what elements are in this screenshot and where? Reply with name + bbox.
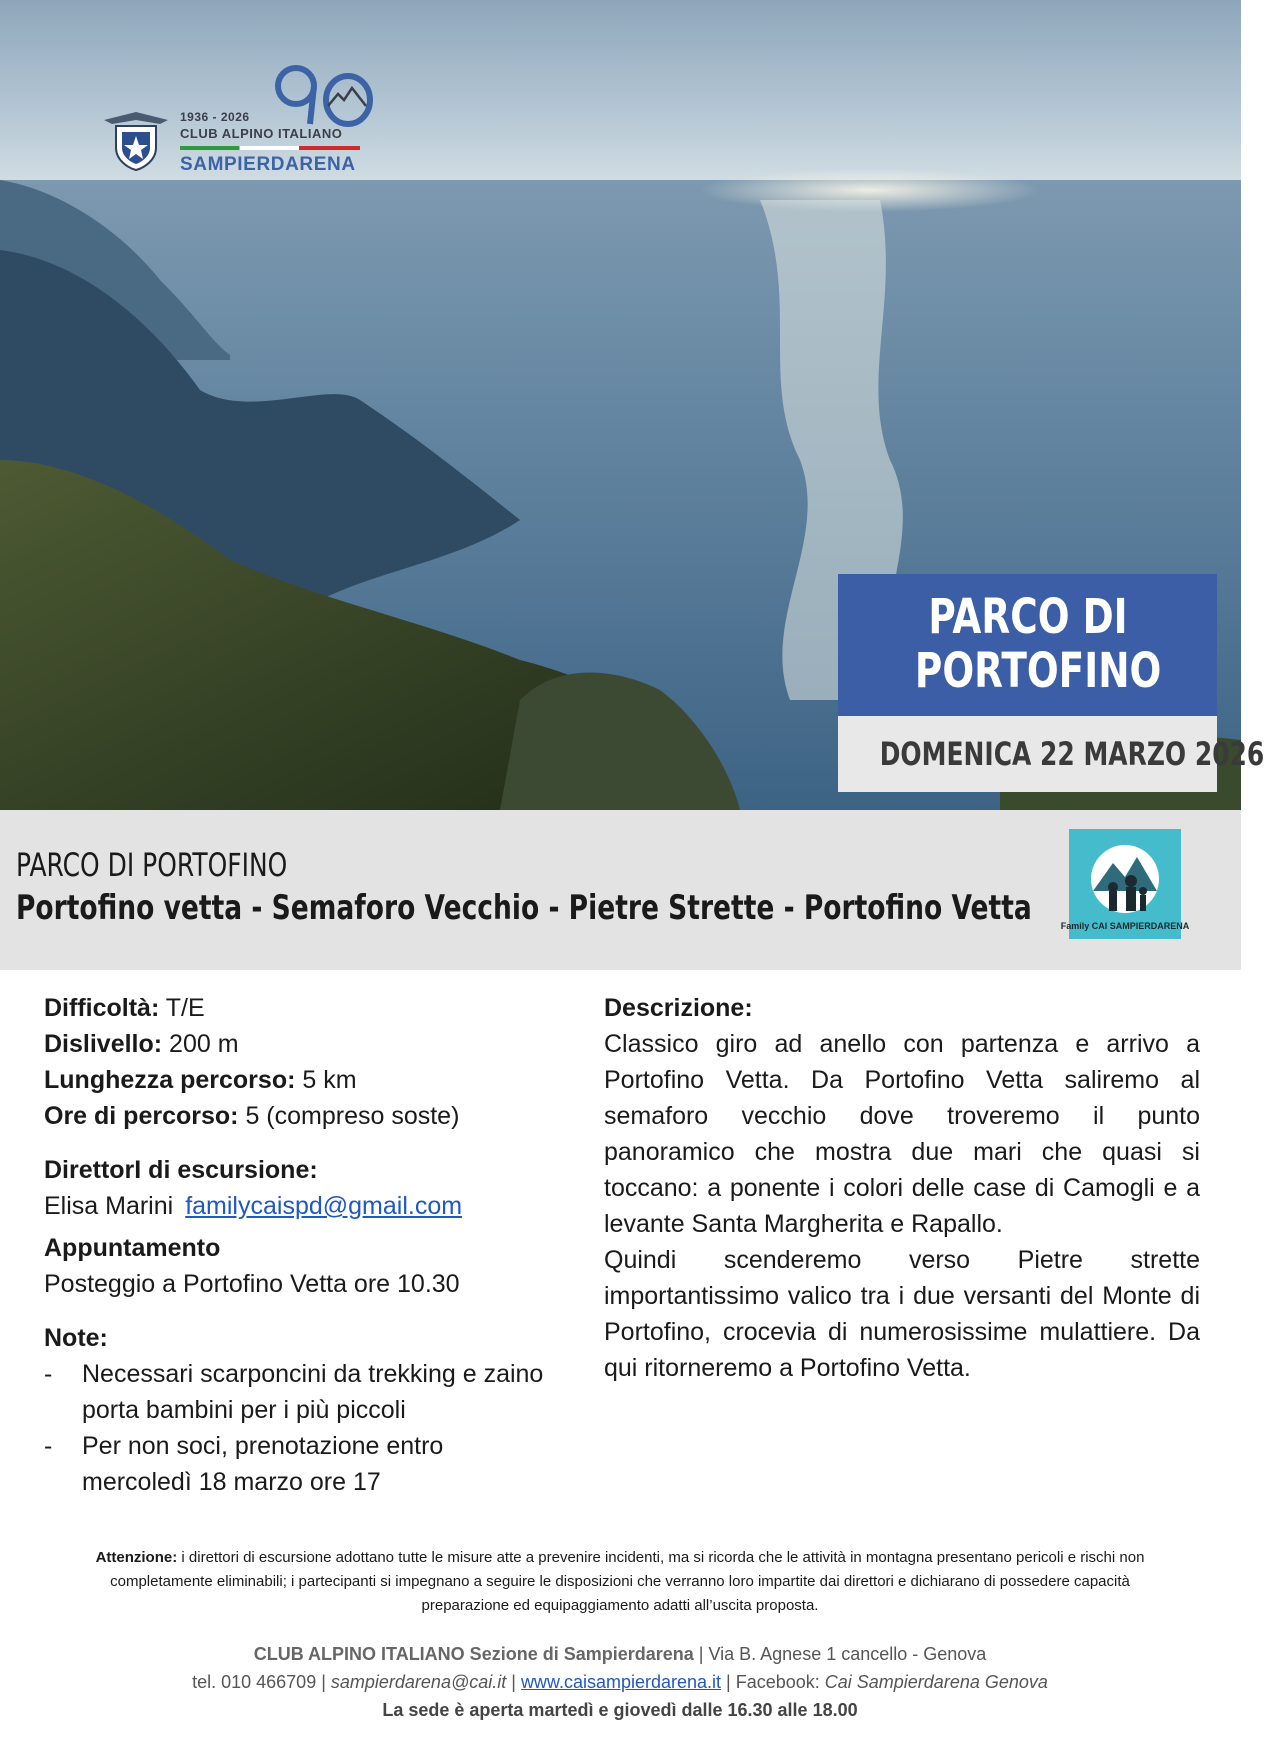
footer-website-link[interactable]: www.caisampierdarena.it	[520, 1672, 722, 1692]
note-item: - Necessari scarponcini da trekking e zaino porta bambini per i più piccoli	[44, 1360, 544, 1424]
ore-label: Ore di percorso:	[44, 1102, 239, 1130]
details-column	[44, 990, 564, 1500]
dislivello-row	[44, 1026, 564, 1062]
family-cai-badge	[1060, 829, 1190, 939]
footer-tel: tel. 010 466709 |	[192, 1672, 331, 1692]
difficolta-row	[44, 990, 564, 1026]
ore-row	[44, 1098, 564, 1134]
note-text-2: Per non soci, prenotazione entro mercoledì 18 marzo ore 17	[82, 1432, 444, 1496]
family-cai-logo-icon	[1060, 829, 1190, 939]
dislivello-label: Dislivello:	[44, 1030, 163, 1058]
footer-line-2	[60, 1668, 1180, 1696]
direttori-email-link[interactable]: familycaispd@gmail.com	[185, 1192, 463, 1220]
logo-organization: CLUB ALPINO ITALIANO	[180, 126, 343, 141]
description-column	[604, 990, 1200, 1386]
tricolor-stripe	[180, 146, 360, 150]
footer-email: sampierdarena@cai.it	[330, 1672, 507, 1692]
description-label: Descrizione:	[604, 994, 753, 1022]
event-title: PARCO DI PORTOFINO	[914, 589, 1161, 699]
footer-sep: |	[506, 1672, 521, 1692]
logo-years: 1936 - 2026	[180, 110, 250, 124]
lunghezza-label: Lunghezza percorso:	[44, 1066, 296, 1094]
note-text-1: Necessari scarponcini da trekking e zaino porta bambini per i più piccoli	[82, 1360, 544, 1424]
cai-logo	[100, 62, 370, 182]
direttori-label: DirettorI di escursione:	[44, 1156, 318, 1184]
description-paragraph-2: Quindi scenderemo verso Pietre strette importantissimo valico tra i due versanti del Monte di Portofino, crocevia di numerosissime mulattiere. Da qui ritorneremo a Portofino Vetta.	[604, 1246, 1200, 1382]
appuntamento-value: Posteggio a Portofino Vetta ore 10.30	[44, 1270, 460, 1298]
disclaimer-label: Attenzione:	[95, 1549, 178, 1566]
direttori-row	[44, 1188, 564, 1224]
ore-value: 5 (compreso soste)	[238, 1102, 460, 1130]
footer-org: CLUB ALPINO ITALIANO Sezione di Sampierdarena	[253, 1644, 694, 1664]
event-title-box	[838, 574, 1217, 716]
difficolta-label: Difficoltà:	[44, 994, 160, 1022]
route-path: Portofino vetta - Semaforo Vecchio - Pietre Strette - Portofino Vetta	[16, 888, 1032, 928]
footer-address: | Via B. Agnese 1 cancello - Genova	[693, 1644, 987, 1664]
note-label-row	[44, 1320, 564, 1356]
logo-section: SAMPIERDARENA	[180, 154, 356, 175]
direttori-label-row	[44, 1152, 564, 1188]
dislivello-value: 200 m	[162, 1030, 239, 1058]
cai-shield-icon	[100, 102, 172, 172]
route-band	[0, 810, 1241, 970]
appuntamento-label: Appuntamento	[44, 1234, 221, 1262]
appuntamento-label-row	[44, 1230, 564, 1266]
event-date-box	[838, 716, 1264, 792]
disclaimer-text: i direttori di escursione adottano tutte le misure atte a prevenire incidenti, ma si ricorda che le attività in montagna presentano pericoli e rischi non completamente eliminabili; i partecipanti si impegnano a seguire le disposizioni che verranno loro impartite dai direttori e dichiarano di possedere capacità preparazione ed equipaggiamento adatti all’uscita proposta.	[110, 1549, 1145, 1614]
footer-hours: La sede è aperta martedì e giovedì dalle 16.30 alle 18.00	[382, 1700, 858, 1720]
footer-line-1	[60, 1640, 1180, 1668]
footer-facebook: Cai Sampierdarena Genova	[824, 1672, 1048, 1692]
disclaimer	[70, 1546, 1170, 1618]
family-badge-text: Family CAI SAMPIERDARENA	[1060, 921, 1190, 931]
note-label: Note:	[44, 1324, 108, 1352]
description-paragraph-1: Classico giro ad anello con partenza e arrivo a Portofino Vetta. Da Portofino Vetta saliremo al semaforo vecchio dove troveremo il punto panoramico che mostra due mari che quasi si toccano: a ponente i colori delle case di Camogli e a levante Santa Margherita e Rapallo.	[604, 1030, 1200, 1238]
note-item: - Per non soci, prenotazione entro mercoledì 18 marzo ore 17	[44, 1432, 444, 1496]
direttori-name: Elisa Marini	[44, 1192, 174, 1220]
ninety-anniversary-icon	[266, 62, 376, 132]
difficolta-value: T/E	[159, 994, 205, 1022]
footer-fb-label: | Facebook:	[721, 1672, 825, 1692]
footer	[60, 1640, 1180, 1724]
route-title: PARCO DI PORTOFINO	[16, 846, 288, 884]
lunghezza-value: 5 km	[295, 1066, 357, 1094]
event-date: DOMENICA 22 MARZO 2026	[879, 735, 1264, 773]
lunghezza-row	[44, 1062, 564, 1098]
